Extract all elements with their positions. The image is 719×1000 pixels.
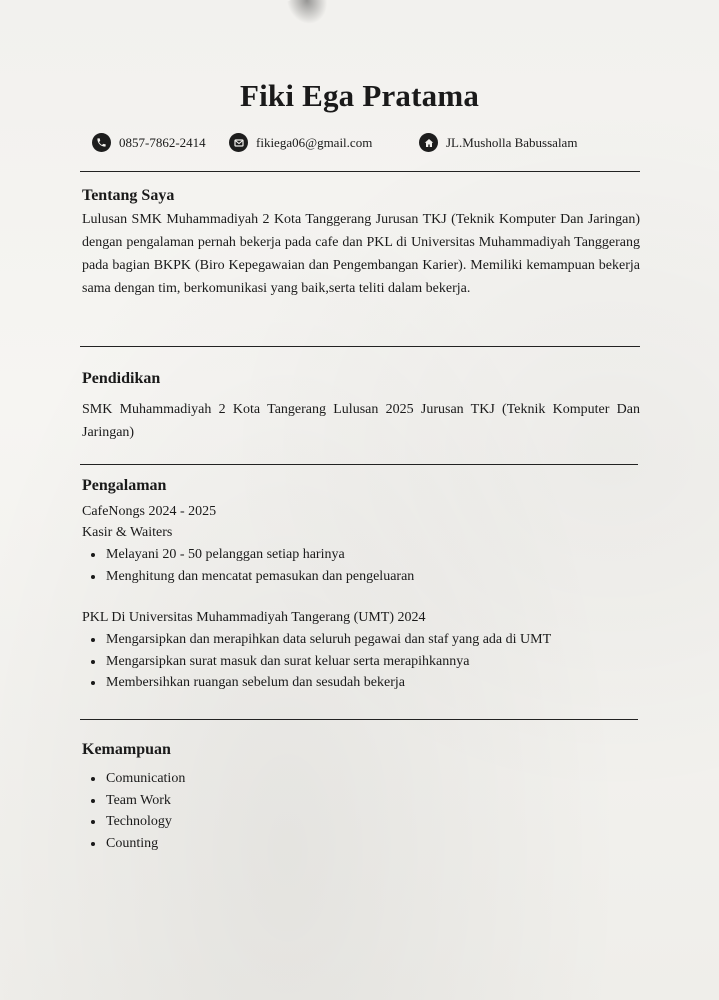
skill-text: Technology xyxy=(106,814,172,829)
bullet-icon xyxy=(91,681,95,685)
list-item xyxy=(82,672,551,694)
skill-text: Counting xyxy=(106,835,159,851)
task-text: Mengarsipkan surat masuk dan surat keluar serta merapihkannya xyxy=(106,653,470,669)
divider xyxy=(80,171,640,172)
bullet-icon xyxy=(91,820,95,824)
bullet-icon xyxy=(91,638,95,642)
task-text: Mengarsipkan dan merapihkan data seluruh pegawai dan staf yang ada di UMT xyxy=(106,632,552,647)
skills-list xyxy=(82,768,185,854)
email-text: fikiega06@gmail.com xyxy=(256,134,373,150)
list-item xyxy=(82,566,414,588)
task-text: Menghitung dan mencatat pemasukan dan pengeluaran xyxy=(106,568,415,584)
list-item xyxy=(82,790,185,812)
divider xyxy=(80,719,638,720)
job-role: Kasir & Waiters xyxy=(82,525,173,540)
mail-icon xyxy=(229,133,248,152)
task-text: Melayani 20 - 50 pelanggan setiap harinya xyxy=(106,547,345,562)
task-text: Membersihkan ruangan sebelum dan sesudah bekerja xyxy=(106,675,405,690)
list-item xyxy=(82,833,185,855)
contact-address xyxy=(419,133,577,152)
skills-heading: Kemampuan xyxy=(82,741,171,758)
bullet-icon xyxy=(91,842,95,846)
job-company: CafeNongs 2024 - 2025 xyxy=(82,504,217,519)
contact-email xyxy=(229,133,372,152)
bullet-icon xyxy=(91,660,95,664)
job-task-list xyxy=(82,544,414,587)
phone-text: 0857-7862-2414 xyxy=(119,134,206,150)
applicant-name: Fiki Ega Pratama xyxy=(239,78,480,113)
contact-row xyxy=(92,133,652,157)
list-item xyxy=(82,811,185,833)
list-item xyxy=(82,768,185,790)
skill-text: Comunication xyxy=(106,771,186,786)
home-icon xyxy=(419,133,438,152)
job-company: PKL Di Universitas Muhammadiyah Tangerang (UMT) 2024 xyxy=(82,610,426,625)
contact-phone xyxy=(92,133,206,152)
bullet-icon xyxy=(91,799,95,803)
list-item xyxy=(82,629,551,651)
education-text: SMK Muhammadiyah 2 Kota Tangerang Lulusan 2025 Jurusan TKJ (Teknik Komputer Dan Jaringan) xyxy=(82,402,640,440)
list-item xyxy=(82,651,551,673)
skill-text: Team Work xyxy=(106,792,171,808)
bullet-icon xyxy=(91,777,95,781)
divider xyxy=(80,346,640,347)
address-text: JL.Musholla Babussalam xyxy=(446,134,578,150)
about-heading: Tentang Saya xyxy=(82,187,175,204)
job-task-list xyxy=(82,629,551,694)
phone-icon xyxy=(92,133,111,152)
about-text: Lulusan SMK Muhammadiyah 2 Kota Tanggerang Jurusan TKJ (Teknik Komputer Dan Jaringan) dengan pengalaman pernah bekerja pada cafe dan PKL di Universitas Muhammadiyah Tanggerang pada bagian BKPK (Biro Kepegawaian dan Pengembangan Karier). Memiliki kemampuan bekerja sama dengan tim, berkomunikasi yang baik,serta teliti dalam bekerja. xyxy=(82,212,640,296)
paper-fold-shadow xyxy=(286,0,334,30)
divider xyxy=(80,464,638,465)
bullet-icon xyxy=(91,553,95,557)
experience-heading: Pengalaman xyxy=(82,477,167,494)
education-heading: Pendidikan xyxy=(82,370,161,387)
list-item xyxy=(82,544,414,566)
bullet-icon xyxy=(91,575,95,579)
